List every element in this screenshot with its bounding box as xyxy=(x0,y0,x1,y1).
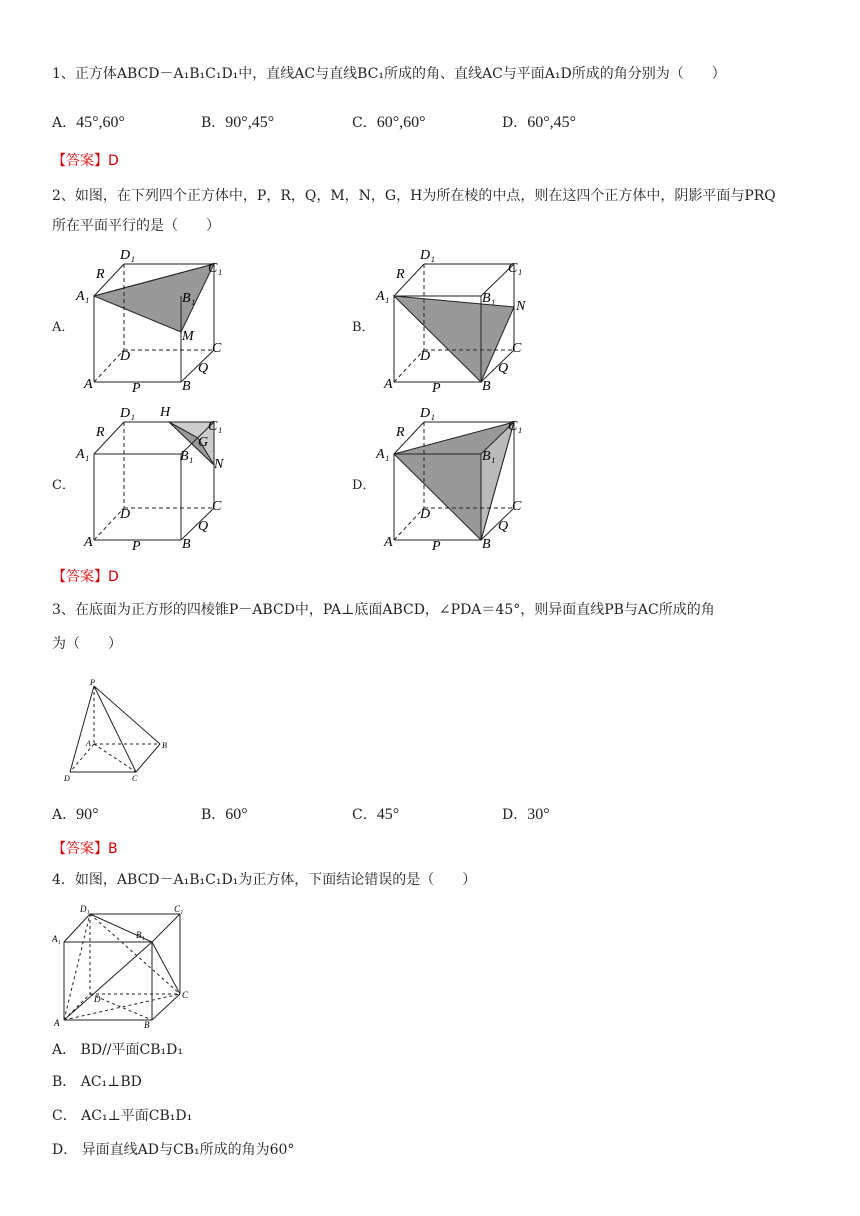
svg-text:A: A xyxy=(384,377,393,392)
svg-text:A: A xyxy=(54,1018,60,1028)
svg-text:P: P xyxy=(90,678,95,687)
q1-option-b[interactable]: B．90°,45° xyxy=(201,114,275,131)
q2-figure-d xyxy=(372,402,542,550)
q4-option-c[interactable]: C． AC₁⊥平面CB₁D₁ xyxy=(52,1108,193,1124)
svg-text:D₁: D₁ xyxy=(420,248,435,263)
q3-pyramid-figure xyxy=(60,676,180,788)
svg-text:N: N xyxy=(516,299,526,314)
q2-option-d-label[interactable]: D． xyxy=(352,478,376,493)
svg-text:D₁: D₁ xyxy=(120,406,135,421)
svg-text:D: D xyxy=(120,349,131,364)
svg-text:B: B xyxy=(144,1020,150,1030)
svg-text:B₁: B₁ xyxy=(136,930,145,940)
svg-text:B₁: B₁ xyxy=(482,449,496,464)
svg-text:A₁: A₁ xyxy=(52,934,61,944)
svg-text:C: C xyxy=(132,774,138,783)
svg-text:C₁: C₁ xyxy=(174,904,184,914)
q4-option-a[interactable]: A． BD//平面CB₁D₁ xyxy=(52,1042,183,1058)
svg-text:D: D xyxy=(64,774,70,783)
q1-answer: 【答案】D xyxy=(52,153,119,169)
svg-text:Q: Q xyxy=(198,361,209,376)
svg-text:B: B xyxy=(482,379,491,392)
svg-text:B: B xyxy=(162,741,167,750)
q3-option-c[interactable]: C．45° xyxy=(352,806,400,823)
q4-cube-figure xyxy=(52,900,202,1030)
q3-option-b[interactable]: B．60° xyxy=(201,806,248,823)
svg-text:D: D xyxy=(420,349,431,364)
svg-text:P: P xyxy=(432,381,441,392)
svg-text:A: A xyxy=(84,535,93,550)
svg-text:P: P xyxy=(132,539,141,550)
svg-text:C₁: C₁ xyxy=(508,261,523,276)
q2-answer: 【答案】D xyxy=(52,569,119,585)
svg-text:G: G xyxy=(198,435,209,450)
svg-text:A: A xyxy=(84,377,93,392)
svg-text:A₁: A₁ xyxy=(376,447,390,462)
svg-text:R: R xyxy=(96,425,105,440)
svg-text:D: D xyxy=(120,507,131,522)
svg-text:P: P xyxy=(432,539,441,550)
q2-figure-b xyxy=(372,244,542,392)
svg-text:C: C xyxy=(512,499,522,514)
q4-stem: 4．如图，ABCD－A₁B₁C₁D₁为正方体，下面结论错误的是（ ） xyxy=(52,872,477,888)
svg-text:Q: Q xyxy=(498,519,509,534)
svg-text:N: N xyxy=(214,457,224,472)
svg-text:B₁: B₁ xyxy=(482,291,496,306)
q4-option-b[interactable]: B． AC₁⊥BD xyxy=(52,1074,142,1090)
svg-text:R: R xyxy=(96,267,105,282)
q3-option-a[interactable]: A．90° xyxy=(52,806,99,823)
q2-figure-c xyxy=(72,402,242,550)
svg-text:C: C xyxy=(182,990,189,1000)
svg-text:R: R xyxy=(396,425,405,440)
q2-option-a-label[interactable]: A． xyxy=(52,320,75,335)
svg-text:A₁: A₁ xyxy=(76,289,90,304)
q3-stem-line1: 3、在底面为正方形的四棱锥P－ABCD中，PA⊥底面ABCD，∠PDA＝45°，则异面直线PB与AC所成的角 xyxy=(52,602,715,618)
q2-figure-a xyxy=(72,244,242,392)
svg-text:B₁: B₁ xyxy=(182,291,196,306)
q2-stem-line2: 所在平面平行的是（ ） xyxy=(52,218,220,234)
svg-text:A: A xyxy=(384,535,393,550)
svg-text:D₁: D₁ xyxy=(420,406,435,421)
svg-text:M: M xyxy=(182,329,194,344)
q2-option-c-label[interactable]: C． xyxy=(52,478,75,493)
q2-stem-line1: 2、如图，在下列四个正方体中，P，R，Q，M，N，G，H为所在棱的中点，则在这四个正方体中，阴影平面与PRQ xyxy=(52,188,776,204)
svg-text:B: B xyxy=(182,379,191,392)
svg-text:D: D xyxy=(420,507,431,522)
q1-stem: 1、正方体ABCD－A₁B₁C₁D₁中，直线AC与直线BC₁所成的角、直线AC与平面A₁D所成的角分别为（ ） xyxy=(52,66,726,82)
svg-text:C₁: C₁ xyxy=(208,419,223,434)
svg-text:D₁: D₁ xyxy=(80,904,90,914)
q3-stem-line2: 为（ ） xyxy=(52,636,122,652)
q3-option-d[interactable]: D．30° xyxy=(502,806,550,823)
svg-text:A: A xyxy=(86,739,91,748)
svg-text:D: D xyxy=(94,994,101,1004)
svg-text:C: C xyxy=(212,341,222,356)
svg-text:B₁: B₁ xyxy=(180,449,194,464)
svg-text:H: H xyxy=(160,405,171,420)
svg-text:C₁: C₁ xyxy=(208,261,223,276)
svg-text:C₁: C₁ xyxy=(508,419,523,434)
svg-text:B: B xyxy=(182,537,191,550)
svg-text:R: R xyxy=(396,267,405,282)
svg-text:D₁: D₁ xyxy=(120,248,135,263)
q1-option-a[interactable]: A．45°,60° xyxy=(52,114,125,131)
svg-text:C: C xyxy=(512,341,522,356)
q1-option-d[interactable]: D．60°,45° xyxy=(502,114,577,131)
q3-answer: 【答案】B xyxy=(52,841,118,857)
q4-option-d[interactable]: D． 异面直线AD与CB₁所成的角为60° xyxy=(52,1142,295,1158)
q2-option-b-label[interactable]: B． xyxy=(352,320,375,335)
svg-text:Q: Q xyxy=(498,361,509,376)
svg-text:B: B xyxy=(482,537,491,550)
svg-text:C: C xyxy=(212,499,222,514)
svg-text:A₁: A₁ xyxy=(76,447,90,462)
svg-text:A₁: A₁ xyxy=(376,289,390,304)
svg-text:P: P xyxy=(132,381,141,392)
svg-text:Q: Q xyxy=(198,519,209,534)
q1-option-c[interactable]: C．60°,60° xyxy=(352,114,426,131)
